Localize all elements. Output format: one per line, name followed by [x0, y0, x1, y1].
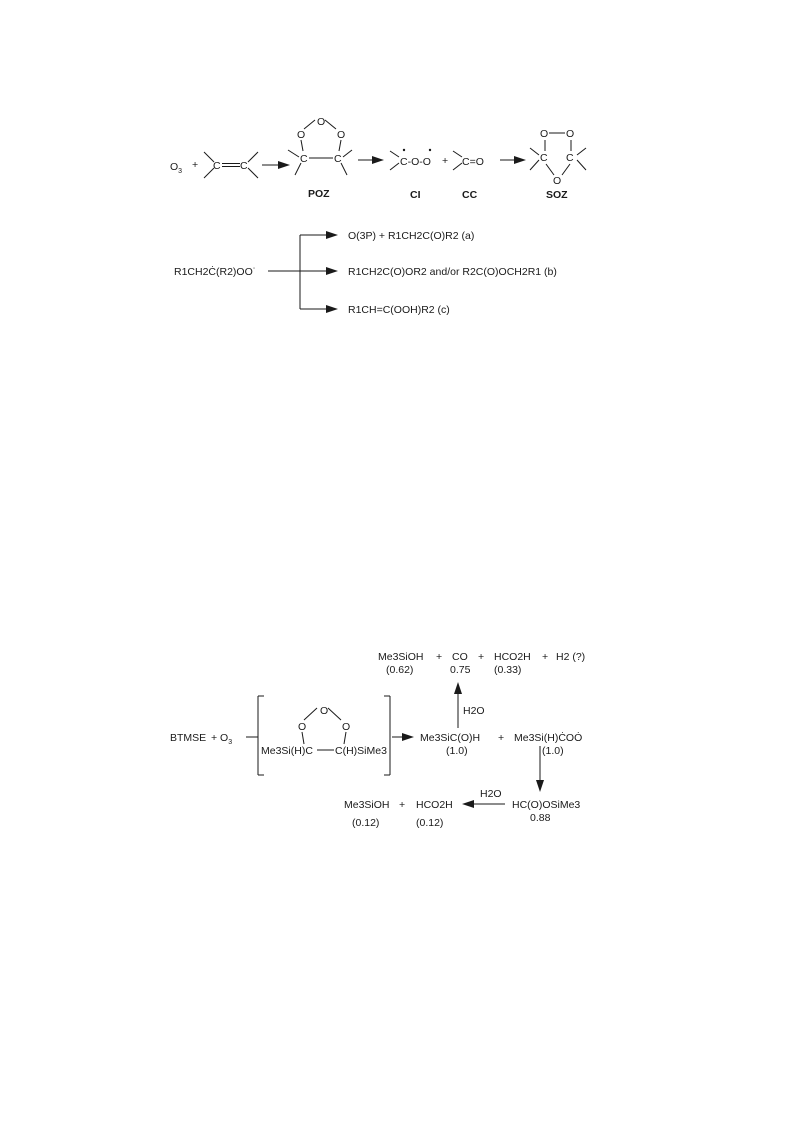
pathway-c-products: R1CH=C(OOH)R2 (c) — [348, 304, 450, 316]
plus-sign: + — [442, 155, 449, 167]
product-criegee-intermediate: Me3Si(H)ĊOȮ — [514, 732, 583, 744]
product-criegee-yield: (1.0) — [542, 745, 564, 757]
top-product-formic-acid: HCO2H — [494, 651, 531, 663]
ci-formula: C-O-O — [400, 156, 431, 168]
pathway-a-products: O(3P) + R1CH2C(O)R2 (a) — [348, 230, 475, 242]
cc-label: CC — [462, 189, 478, 201]
ring-oxygen-right: O — [342, 721, 351, 733]
criegee-reactant: R1CH2Ċ(R2)OO˙ — [174, 266, 257, 278]
bottom-product-formic-acid: HCO2H — [416, 799, 453, 811]
top-product-silanol: Me3SiOH — [378, 651, 424, 663]
scheme-btmse-ozonolysis — [170, 651, 585, 829]
btmse-label: BTMSE — [170, 732, 207, 744]
ring-right-substituent: C(H)SiMe3 — [335, 745, 387, 757]
secondary-ozonide-structure — [530, 128, 586, 187]
poz-oxygen-top: O — [317, 116, 326, 128]
bottom-product-formic-acid-yield: (0.12) — [416, 817, 444, 829]
ring-oxygen-left: O — [298, 721, 307, 733]
soz-oxygen-top-left: O — [540, 128, 549, 140]
ozonide-intermediate-bracket — [258, 696, 390, 775]
soz-carbon-right: C — [566, 152, 574, 164]
poz-carbon-left: C — [300, 153, 308, 165]
ring-left-substituent: Me3Si(H)C — [261, 745, 313, 757]
pathway-b-products: R1CH2C(O)OR2 and/or R2C(O)OCH2R1 (b) — [348, 266, 557, 278]
plus-sign: + — [478, 651, 485, 663]
ozone-label: + $O_3$ — [211, 732, 233, 746]
bottom-product-silanol: Me3SiOH — [344, 799, 390, 811]
water-label-top: H2O — [463, 705, 485, 717]
water-label-bottom: H2O — [480, 788, 502, 800]
poz-carbon-right: C — [334, 153, 342, 165]
top-product-formic-acid-yield: (0.33) — [494, 664, 522, 676]
carbonyl-compound-structure — [453, 151, 484, 170]
bottom-product-silanol-yield: (0.12) — [352, 817, 380, 829]
plus-sign: + — [399, 799, 406, 811]
plus-sign: + — [498, 732, 505, 744]
soz-oxygen-top-right: O — [566, 128, 575, 140]
ring-oxygen-top: O — [320, 705, 329, 717]
top-product-co: CO — [452, 651, 468, 663]
alkene-carbon-right: C — [240, 160, 248, 172]
criegee-intermediate-structure — [390, 149, 431, 170]
soz-label: SOZ — [546, 189, 568, 201]
product-silyl-formate: HC(O)OSiMe3 — [512, 799, 581, 811]
poz-label: POZ — [308, 188, 330, 200]
soz-oxygen-bottom: O — [553, 175, 562, 187]
product-formylsilane-yield: (1.0) — [446, 745, 468, 757]
scheme-ozonolysis — [170, 116, 586, 201]
alkene-carbon-left: C — [213, 160, 221, 172]
soz-carbon-left: C — [540, 152, 548, 164]
plus-sign: + — [192, 159, 199, 171]
cc-formula: C=O — [462, 156, 484, 168]
top-product-co-yield: 0.75 — [450, 664, 471, 676]
product-formylsilane: Me3SiC(O)H — [420, 732, 481, 744]
poz-oxygen-right: O — [337, 129, 346, 141]
product-silyl-formate-yield: 0.88 — [530, 812, 551, 824]
plus-sign: + — [542, 651, 549, 663]
alkene-structure — [204, 152, 258, 178]
top-product-hydrogen: H2 (?) — [556, 651, 586, 663]
scheme-criegee-decomposition — [174, 230, 557, 316]
poz-oxygen-left: O — [297, 129, 306, 141]
ci-label: CI — [410, 189, 421, 201]
ozone-label: $O_3$ — [170, 161, 183, 175]
plus-sign: + — [436, 651, 443, 663]
top-product-silanol-yield: (0.62) — [386, 664, 414, 676]
primary-ozonide-structure — [288, 116, 352, 175]
